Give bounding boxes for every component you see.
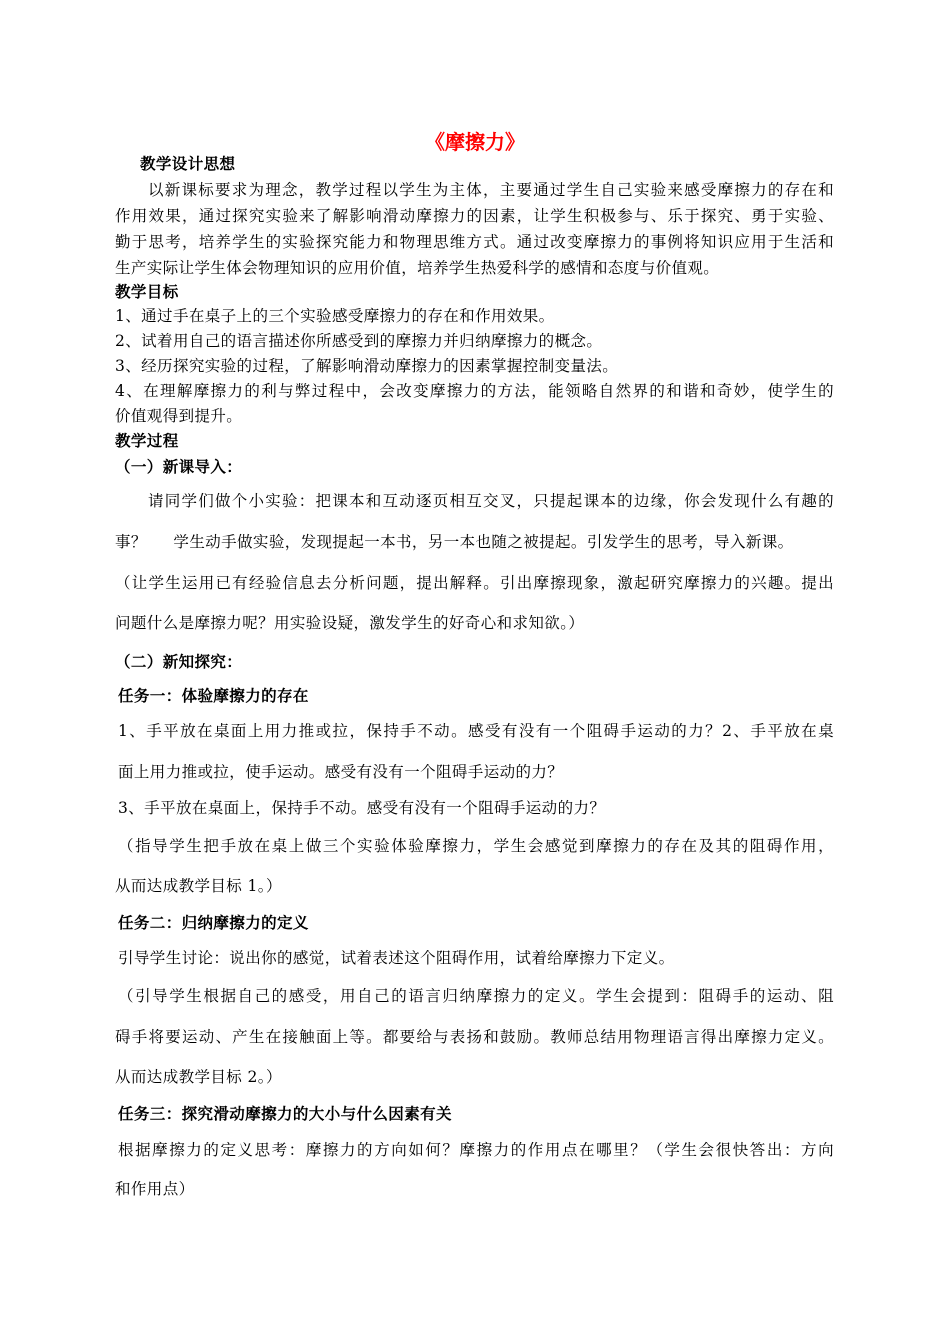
subsection-heading-explore: （二）新知探究： bbox=[115, 653, 243, 671]
paragraph-line: 和作用点） bbox=[115, 1180, 195, 1198]
paragraph-line: 从而达成教学目标 1。） bbox=[115, 877, 282, 895]
paragraph-line: 从而达成教学目标 2。） bbox=[115, 1068, 282, 1086]
task-heading-1: 任务一：体验摩擦力的存在 bbox=[118, 687, 309, 705]
paragraph-line: 面上用力推或拉，使手运动。感受有没有一个阻碍手运动的力？ bbox=[118, 763, 564, 781]
document-title: 《摩擦力》 bbox=[425, 130, 525, 154]
goal-item: 1、通过手在桌子上的三个实验感受摩擦力的存在和作用效果。 bbox=[115, 307, 555, 325]
section-heading-process: 教学过程 bbox=[115, 432, 179, 450]
paragraph-line: （指导学生把手放在桌上做三个实验体验摩擦力，学生会感觉到摩擦力的存在及其的阻碍作用， bbox=[118, 837, 834, 855]
goal-item: 2、试着用自己的语言描述你所感受到的摩擦力并归纳摩擦力的概念。 bbox=[115, 332, 603, 350]
paragraph-line: 事？ 学生动手做实验，发现提起一本书，另一本也随之被提起。引发学生的思考，导入新课。 bbox=[115, 533, 794, 551]
goal-item: 4、在理解摩擦力的利与弊过程中，会改变摩擦力的方法，能领略自然界的和谐和奇妙，使学生的 bbox=[115, 382, 834, 400]
section-heading-goals: 教学目标 bbox=[115, 283, 179, 301]
goal-item: 价值观得到提升。 bbox=[115, 407, 243, 425]
paragraph-line: 3、手平放在桌面上，保持手不动。感受有没有一个阻碍手运动的力？ bbox=[118, 799, 606, 817]
paragraph-line: （引导学生根据自己的感受，用自己的语言归纳摩擦力的定义。学生会提到：阻碍手的运动、阻 bbox=[118, 987, 834, 1005]
paragraph-line: 以新课标要求为理念，教学过程以学生为主体，主要通过学生自己实验来感受摩擦力的存在和 bbox=[148, 181, 834, 199]
paragraph-line: 根据摩擦力的定义思考：摩擦力的方向如何？摩擦力的作用点在哪里？（学生会很快答出：方向 bbox=[118, 1141, 834, 1159]
section-heading-design: 教学设计思想 bbox=[140, 155, 236, 173]
paragraph-line: 问题什么是摩擦力呢？用实验设疑，激发学生的好奇心和求知欲。） bbox=[115, 614, 585, 632]
paragraph-line: 引导学生讨论：说出你的感觉，试着表述这个阻碍作用，试着给摩擦力下定义。 bbox=[118, 949, 675, 967]
paragraph-line: 作用效果，通过探究实验来了解影响滑动摩擦力的因素，让学生积极参与、乐于探究、勇于实验、 bbox=[115, 207, 834, 225]
paragraph-line: 勤于思考，培养学生的实验探究能力和物理思维方式。通过改变摩擦力的事例将知识应用于生活和 bbox=[115, 233, 834, 251]
paragraph-line: 生产实际让学生体会物理知识的应用价值，培养学生热爱科学的感情和态度与价值观。 bbox=[115, 259, 720, 277]
goal-item: 3、经历探究实验的过程，了解影响滑动摩擦力的因素掌握控制变量法。 bbox=[115, 357, 619, 375]
task-heading-3: 任务三：探究滑动摩擦力的大小与什么因素有关 bbox=[118, 1105, 452, 1123]
paragraph-line: 碍手将要运动、产生在接触面上等。都要给与表扬和鼓励。教师总结用物理语言得出摩擦力定义。 bbox=[115, 1028, 834, 1046]
paragraph-line: 请同学们做个小实验：把课本和互动逐页相互交叉，只提起课本的边缘，你会发现什么有趣的 bbox=[148, 492, 834, 510]
subsection-heading-intro: （一）新课导入： bbox=[115, 458, 243, 476]
task-heading-2: 任务二：归纳摩擦力的定义 bbox=[118, 914, 309, 932]
paragraph-line: 1、手平放在桌面上用力推或拉，保持手不动。感受有没有一个阻碍手运动的力？2、手平放在桌 bbox=[118, 722, 834, 740]
paragraph-line: （让学生运用已有经验信息去分析问题，提出解释。引出摩擦现象，激起研究摩擦力的兴趣。提出 bbox=[115, 574, 834, 592]
